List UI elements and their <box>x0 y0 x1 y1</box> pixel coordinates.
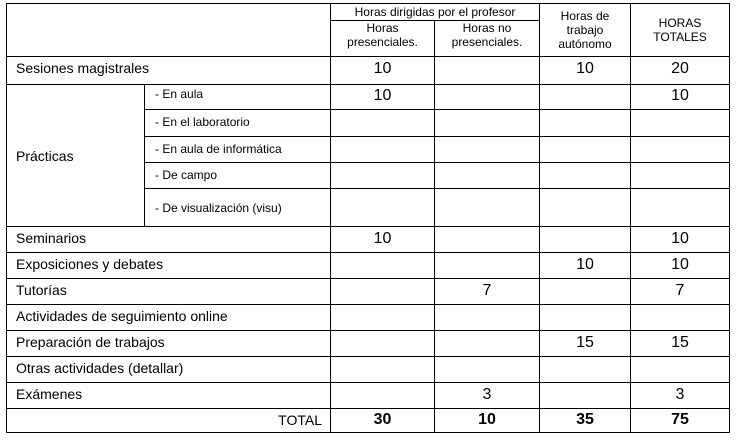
total-cell: 7 <box>631 279 730 305</box>
total-cell <box>631 110 730 137</box>
total-cell <box>631 357 730 383</box>
presential-cell: 10 <box>331 85 435 110</box>
total-cell <box>631 189 730 227</box>
presential-cell <box>331 331 435 357</box>
autonomous-cell <box>540 227 631 253</box>
total-cell: 15 <box>631 331 730 357</box>
total-cell <box>631 137 730 163</box>
table-row-exposiciones <box>7 253 730 279</box>
autonomous-cell <box>540 383 631 409</box>
non-presential-cell: 7 <box>435 279 540 305</box>
header-presential-hours: Horas presenciales. <box>331 21 435 57</box>
presential-cell <box>331 189 435 227</box>
row-label: - En el laboratorio <box>145 110 331 137</box>
total-presential-cell: 30 <box>331 409 435 433</box>
table-row-total <box>7 409 730 433</box>
presential-cell: 10 <box>331 57 435 85</box>
non-presential-cell <box>435 137 540 163</box>
table-row-practicas-aula <box>7 85 730 110</box>
presential-cell <box>331 163 435 189</box>
row-label: Exposiciones y debates <box>7 253 331 279</box>
header-empty-cell <box>7 4 331 57</box>
autonomous-cell <box>540 163 631 189</box>
row-label: Exámenes <box>7 383 331 409</box>
total-autonomous-cell: 35 <box>540 409 631 433</box>
row-label: - De visualización (visu) <box>145 189 331 227</box>
autonomous-cell <box>540 189 631 227</box>
row-label: Preparación de trabajos <box>7 331 331 357</box>
autonomous-cell <box>540 279 631 305</box>
total-cell <box>631 163 730 189</box>
non-presential-cell <box>435 253 540 279</box>
row-label: - En aula de informática <box>145 137 331 163</box>
non-presential-cell <box>435 357 540 383</box>
total-cell: 10 <box>631 253 730 279</box>
non-presential-cell <box>435 110 540 137</box>
non-presential-cell <box>435 57 540 85</box>
autonomous-cell: 15 <box>540 331 631 357</box>
total-non-presential-cell: 10 <box>435 409 540 433</box>
non-presential-cell: 3 <box>435 383 540 409</box>
header-autonomous-hours: Horas de trabajo autónomo <box>540 4 631 57</box>
presential-cell: 10 <box>331 227 435 253</box>
total-cell <box>631 305 730 331</box>
non-presential-cell <box>435 163 540 189</box>
autonomous-cell <box>540 305 631 331</box>
non-presential-cell <box>435 227 540 253</box>
non-presential-cell <box>435 331 540 357</box>
table-row-otras <box>7 357 730 383</box>
hours-table <box>6 3 730 433</box>
autonomous-cell <box>540 137 631 163</box>
total-cell: 10 <box>631 227 730 253</box>
autonomous-cell <box>540 357 631 383</box>
total-cell: 3 <box>631 383 730 409</box>
table-row-seminarios <box>7 227 730 253</box>
presential-cell <box>331 383 435 409</box>
total-cell: 10 <box>631 85 730 110</box>
total-total-cell: 75 <box>631 409 730 433</box>
table-row-seguimiento <box>7 305 730 331</box>
non-presential-cell <box>435 85 540 110</box>
autonomous-cell <box>540 85 631 110</box>
header-group-teacher-hours: Horas dirigidas por el profesor <box>331 4 540 21</box>
header-total-hours: HORAS TOTALES <box>631 4 730 57</box>
presential-cell <box>331 279 435 305</box>
row-label: - De campo <box>145 163 331 189</box>
total-label: TOTAL <box>7 409 331 433</box>
table-row-preparacion <box>7 331 730 357</box>
total-cell: 20 <box>631 57 730 85</box>
row-label: Seminarios <box>7 227 331 253</box>
autonomous-cell: 10 <box>540 57 631 85</box>
non-presential-cell <box>435 189 540 227</box>
autonomous-cell: 10 <box>540 253 631 279</box>
table-row-examenes <box>7 383 730 409</box>
row-label: - En aula <box>145 85 331 110</box>
row-label: Sesiones magistrales <box>7 57 331 85</box>
table-row-sesiones <box>7 57 730 85</box>
autonomous-cell <box>540 110 631 137</box>
header-non-presential-hours: Horas no presenciales. <box>435 21 540 57</box>
non-presential-cell <box>435 305 540 331</box>
presential-cell <box>331 110 435 137</box>
presential-cell <box>331 305 435 331</box>
row-label: Otras actividades (detallar) <box>7 357 331 383</box>
table-row-tutorias <box>7 279 730 305</box>
presential-cell <box>331 253 435 279</box>
presential-cell <box>331 357 435 383</box>
row-label: Tutorías <box>7 279 331 305</box>
practicas-group-label: Prácticas <box>7 85 145 227</box>
row-label: Actividades de seguimiento online <box>7 305 331 331</box>
presential-cell <box>331 137 435 163</box>
